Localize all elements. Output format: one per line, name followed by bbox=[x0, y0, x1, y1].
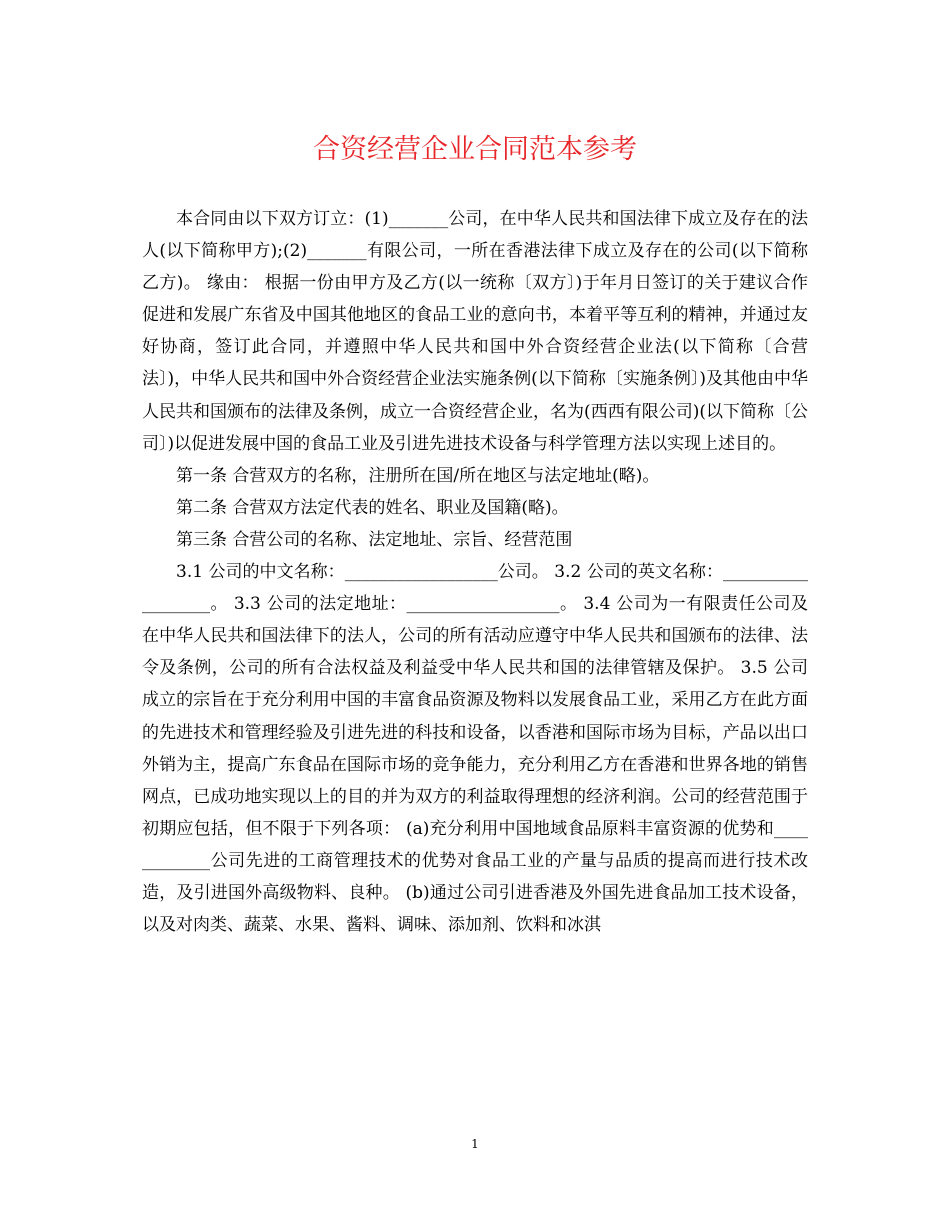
paragraph-article-1: 第一条 合营双方的名称，注册所在国/所在地区与法定地址(略)。 bbox=[176, 465, 660, 486]
paragraph-preamble: 本合同由以下双方订立：(1)_______公司，在中华人民共和国法律下成立及存在的法人(以下简称甲方);(2)_______有限公司，一所在香港法律下成立及存在的公司(以下简称乙方)。 缘由： 根据一份由甲方及乙方(以一统称〔双方〕)于年月日签订的关于建议合作促进和发展广东省及中国其他地区的食品工业的意向书，本着平等互利的精神，并通过友好协商，签订此合同，并遵照中华人民共和国中外合资经营企业法(以下简称〔合营法〕)，中华人民共和国中外合资经营企业法实施条例(以下简称〔实施条例〕)及其他由中华人民共和国颁布的法律及条例，成立一合资经营企业，名为(西西有限公司)(以下简称〔公司〕)以促进发展中国的食品工业及引进先进技术设备与科学管理方法以实现上述目的。 bbox=[142, 209, 808, 454]
paragraph-article-3-clauses: 3.1 公司的中文名称：__________________公司。 3.2 公司的英文名称：__________________。 3.3 公司的法定地址：__________________。 3.4 公司为一有限责任公司及在中华人民共和国法律下的法人，公司的所有活动应遵守中华人民共和国颁布的法律、法令及条例，公司的所有合法权益及利益受中华人民共和国的法律管辖及保护。 3.5 公司成立的宗旨在于充分利用中国的丰富食品资源及物料以发展食品工业，采用乙方在此方面的先进技术和管理经验及引进先进的科技和设备，以香港和国际市场为目标，产品以出口外销为主，提高广东食品在国际市场的竞争能力，充分利用乙方在香港和世界各地的销售网点，已成功地实现以上的目的并为双方的利益取得理想的经济利润。公司的经营范围于初期应包括，但不限于下列各项： (a)充分利用中国地域食品原料丰富资源的优势和____________公司先进的工商管理技术的优势对食品工业的产量与品质的提高而进行技术改造，及引进国外高级物料、良种。 (b)通过公司引进香港及外国先进食品加工技术设备，以及对肉类、蔬菜、水果、酱料、调味、添加剂、饮料和冰淇 bbox=[142, 562, 808, 936]
document-title: 合资经营企业合同范本参考 bbox=[313, 134, 637, 165]
paragraph-article-2: 第二条 合营双方法定代表的姓名、职业及国籍(略)。 bbox=[176, 497, 569, 518]
page-number: 1 bbox=[471, 1137, 479, 1151]
paragraph-article-3: 第三条 合营公司的名称、法定地址、宗旨、经营范围 bbox=[176, 529, 573, 550]
document-body bbox=[142, 203, 808, 941]
